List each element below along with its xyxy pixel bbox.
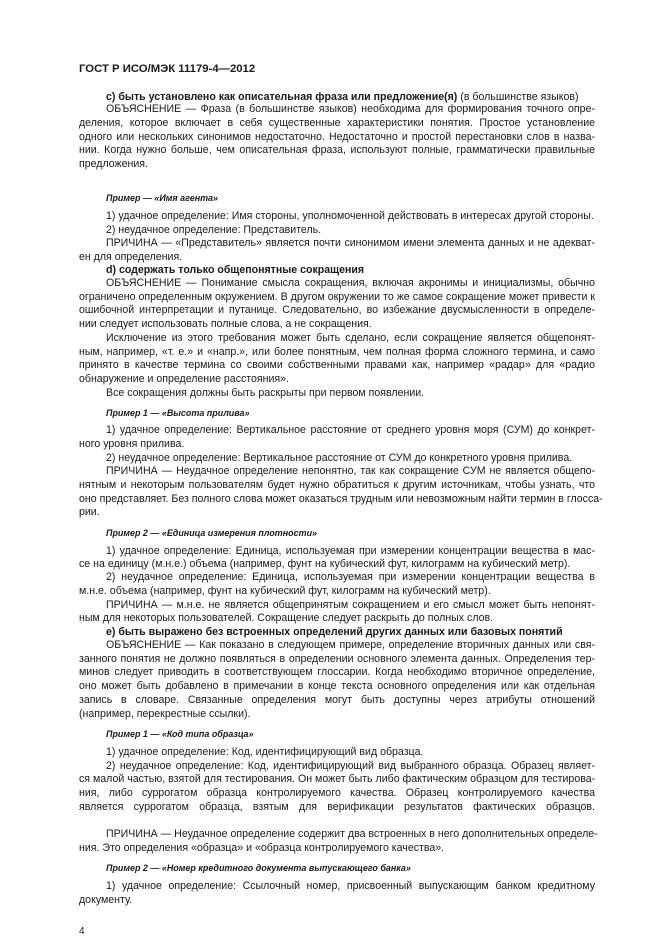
text-line: является суррогатом образца, взятым для верификации результатов фактических образцов. [79, 800, 595, 813]
example-title: Пример — «Имя агента» [106, 193, 219, 203]
text-line: Все сокращения должны быть раскрыты при первом появлении. [106, 386, 425, 399]
text-line: нятным и некоторым пользователям будет нужно обратиться к другим источникам, чтобы узнать, что [79, 479, 595, 491]
text-line: ного уровня прилива. [79, 437, 185, 450]
text-line: 2) неудачное определение: Представитель. [106, 223, 322, 236]
heading-c [106, 91, 579, 104]
text-line: (например, перекрестные ссылки). [79, 707, 251, 720]
text-line: 1) удачное определение: Вертикальное расстояние от среднего уровня моря (СУМ) до конкрет- [106, 424, 595, 437]
text-line: 2) неудачное определение: Вертикальное расстояние от СУМ до конкретного уровня прилива. [106, 451, 573, 464]
text-line: ОБЪЯСНЕНИЕ — Фраза (в большинстве языков) необходима для формирования точного опре- [106, 103, 595, 116]
heading-c-rest: (в большинстве языков) [457, 90, 579, 103]
text-line: оно может быть добавлено в примечании в конце текста основного определения или как отдельная [79, 680, 595, 693]
text-line: принято в качестве термина со своими собственными правами как, например «радар» для «радио [79, 359, 595, 372]
text-line: ограничено определенным окружением. В другом окружении то же самое сокращение может привести к [79, 290, 595, 303]
example-title: Пример 1 — «Код типа образца» [106, 728, 254, 739]
text-line: 2) неудачное определение: Единица, используемая при измерении концентрации вещества в [106, 571, 595, 584]
text-line: ным для некоторых пользователей. Сокращение следует раскрыть до полных слов. [79, 612, 494, 625]
text-line: м.н.е. объема (например, фунт на кубический фут, килограмм на кубический метр). [79, 585, 491, 597]
text-line: оно представляет. Без полного слова может оказаться трудным или невозможным найти термин в глосса- [79, 492, 603, 505]
text-line: ОБЪЯСНЕНИЕ — Как показано в следующем примере, определение вторичных данных или свя- [106, 638, 595, 651]
text-line: 1) удачное определение: Имя стороны, уполномоченной действовать в интересах другой стороны. [106, 210, 594, 223]
heading-e: e) быть выражено без встроенных определений других данных или базовых понятий [106, 626, 563, 639]
text-line: Исключение из этого требования может быть сделано, если сокращение является общепонят- [106, 331, 595, 344]
text-line: 1) удачное определение: Единица, используемая при измерении концентрации вещества в мас- [106, 544, 595, 557]
example-title: Пример 2 — «Номер кредитного документа выпускающего банка» [106, 863, 411, 873]
heading-d: d) содержать только общепонятные сокращения [106, 264, 365, 277]
text-line: нии следует использовать полные слова, а не сокращения. [79, 318, 372, 331]
text-line: ен для определения. [79, 250, 183, 263]
text-line: 2) неудачное определение: Код, идентифицирующий вид выбранного образца. Образец являет- [106, 759, 595, 772]
text-line: се на единицу (м.н.е.) объема (например, фунт на кубический фут, килограмм на кубический метр). [79, 557, 571, 570]
text-line: ПРИЧИНА — Неудачное определение содержит два встроенных в него дополнительных определе- [106, 828, 598, 841]
text-line: 1) удачное определение: Код, идентифицирующий вид образца. [106, 745, 424, 758]
text-line: ОБЪЯСНЕНИЕ — Понимание смысла сокращения, включая акронимы и инициализмы, обычно [106, 277, 595, 289]
text-line: ПРИЧИНА — «Представитель» является почти синонимом имени элемента данных и не адекват- [106, 236, 595, 249]
text-line: ПРИЧИНА — м.н.е. не является общепринятым сокращением и его смысл может быть непонят- [106, 598, 595, 611]
text-line: ния, либо суррогатом образца контролируемого качества. Образец контролируемого качества [79, 787, 595, 799]
page-number: 4 [79, 925, 85, 936]
text-line: ся малой частью, взятой для тестирования. Он может быть либо фактическим образцом для тестирова- [79, 773, 596, 786]
example-title: Пример 1 — «Высота прилива» [106, 407, 250, 418]
text-line: рии. [79, 506, 100, 519]
text-line: нии. Когда нужно больше, чем описательная фраза, используют полные, грамматически правильные [79, 144, 595, 157]
text-line: ПРИЧИНА — Неудачное определение непонятно, так как сокращение СУМ не является общепо- [106, 465, 595, 478]
text-line: ошибочной интерпретации и путанице. Следовательно, во избежание двусмысленности в определе- [79, 304, 595, 317]
text-line: 1) удачное определение: Ссылочный номер, присвоенный выпускающим банком кредитному [106, 880, 595, 893]
running-header: ГОСТ Р ИСО/МЭК 11179-4—2012 [79, 63, 256, 76]
text-line: одного или нескольких синонимов недостаточно. Недостаточно и простой перестановки слов в назва- [79, 130, 595, 143]
text-line: ния. Это определения «образца» и «образца контролируемого качества». [79, 841, 445, 854]
text-line: ным, например, «т. е.» и «напр.», или более понятным, чем полная форма сложного термина, и само [79, 345, 595, 358]
text-line: обнаружение и определение расстояния». [79, 372, 289, 385]
text-line: запись в словаре. Связанные определения могут быть доступны через атрибуты отношений [79, 693, 595, 706]
text-line: занного понятия не должно появляться в определении основного элемента данных. Определения тер- [79, 652, 595, 665]
example-title: Пример 2 — «Единица измерения плотности» [106, 527, 318, 538]
text-line: минов следует приводить в соответствующем глоссарии. Когда необходимо вторичное определение, [79, 666, 595, 679]
text-line: документу. [79, 894, 133, 906]
text-line: предложения. [79, 158, 148, 171]
text-line: деления, которое включает в себя существенные характеристики понятия. Простое установление [79, 117, 595, 129]
heading-c-bold: c) быть установлено как описательная фраза или предложение(я) [106, 90, 458, 103]
